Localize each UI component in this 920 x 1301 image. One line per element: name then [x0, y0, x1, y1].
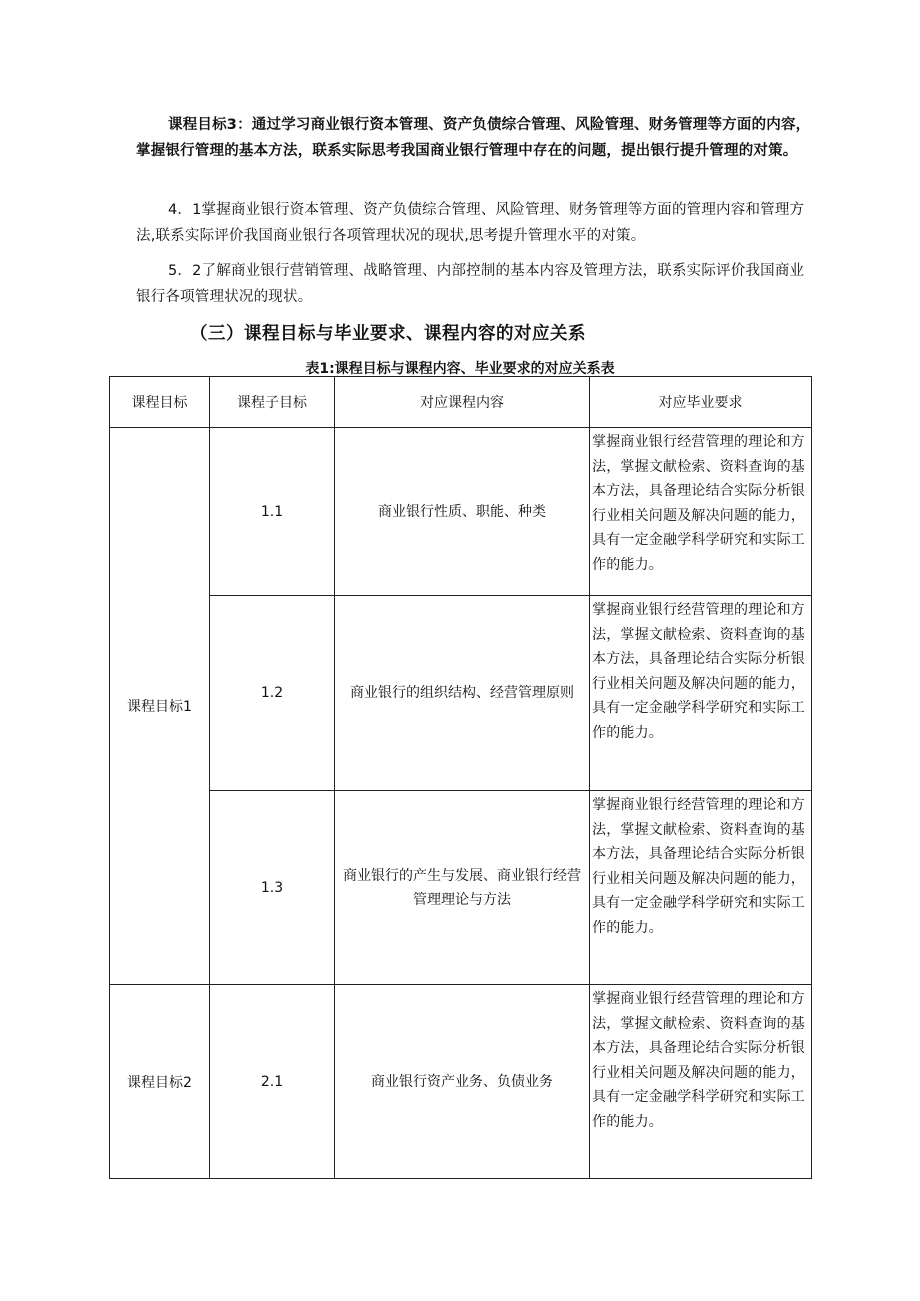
course-content-cell: 商业银行的组织结构、经营管理原则 [335, 596, 590, 791]
course-goal-2-cell: 课程目标2 [110, 985, 210, 1179]
sub-goal-cell: 1.3 [210, 791, 335, 985]
table-caption: 表1:课程目标与课程内容、毕业要求的对应关系表 [305, 361, 615, 377]
table-header-row [110, 377, 812, 428]
header-sub-goal: 课程子目标 [210, 377, 335, 428]
sub-goal-cell: 1.1 [210, 428, 335, 596]
sub-goal-5-2-paragraph: 5．2了解商业银行营销管理、战略管理、内部控制的基本内容及管理方法，联系实际评价我国商业银行各项管理状况的现状。 [136, 263, 805, 305]
course-goal-3-paragraph: 课程目标3：通过学习商业银行资本管理、资产负债综合管理、风险管理、财务管理等方面的内容，掌握银行管理的基本方法，联系实际思考我国商业银行管理中存在的问题，提出银行提升管理的对策。 [136, 117, 811, 159]
course-content-cell: 商业银行资产业务、负债业务 [335, 985, 590, 1179]
header-graduation-requirement: 对应毕业要求 [590, 377, 812, 428]
graduation-requirement-cell: 掌握商业银行经营管理的理论和方法，掌握文献检索、资料查询的基本方法，具备理论结合实际分析银行业相关问题及解决问题的能力，具有一定金融学科学研究和实际工作的能力。 [590, 985, 812, 1179]
course-content-cell: 商业银行性质、职能、种类 [335, 428, 590, 596]
header-course-content: 对应课程内容 [335, 377, 590, 428]
graduation-requirement-cell: 掌握商业银行经营管理的理论和方法，掌握文献检索、资料查询的基本方法，具备理论结合实际分析银行业相关问题及解决问题的能力，具有一定金融学科学研究和实际工作的能力。 [590, 428, 812, 596]
course-goal-1-cell: 课程目标1 [110, 428, 210, 985]
table-row [110, 985, 812, 1179]
table-row [110, 596, 812, 791]
header-course-goal: 课程目标 [110, 377, 210, 428]
sub-goal-cell: 1.2 [210, 596, 335, 791]
section-heading: （三）课程目标与毕业要求、课程内容的对应关系 [190, 324, 586, 344]
course-content-cell: 商业银行的产生与发展、商业银行经营管理理论与方法 [335, 791, 590, 985]
sub-goal-cell: 2.1 [210, 985, 335, 1179]
graduation-requirement-cell: 掌握商业银行经营管理的理论和方法，掌握文献检索、资料查询的基本方法，具备理论结合实际分析银行业相关问题及解决问题的能力，具有一定金融学科学研究和实际工作的能力。 [590, 791, 812, 985]
sub-goal-4-1-paragraph: 4．1掌握商业银行资本管理、资产负债综合管理、风险管理、财务管理等方面的管理内容和管理方法,联系实际评价我国商业银行各项管理状况的现状,思考提升管理水平的对策。 [136, 202, 805, 244]
table-row [110, 791, 812, 985]
goal-mapping-table [109, 376, 812, 1179]
graduation-requirement-cell: 掌握商业银行经营管理的理论和方法，掌握文献检索、资料查询的基本方法，具备理论结合实际分析银行业相关问题及解决问题的能力，具有一定金融学科学研究和实际工作的能力。 [590, 596, 812, 791]
table-row [110, 428, 812, 596]
